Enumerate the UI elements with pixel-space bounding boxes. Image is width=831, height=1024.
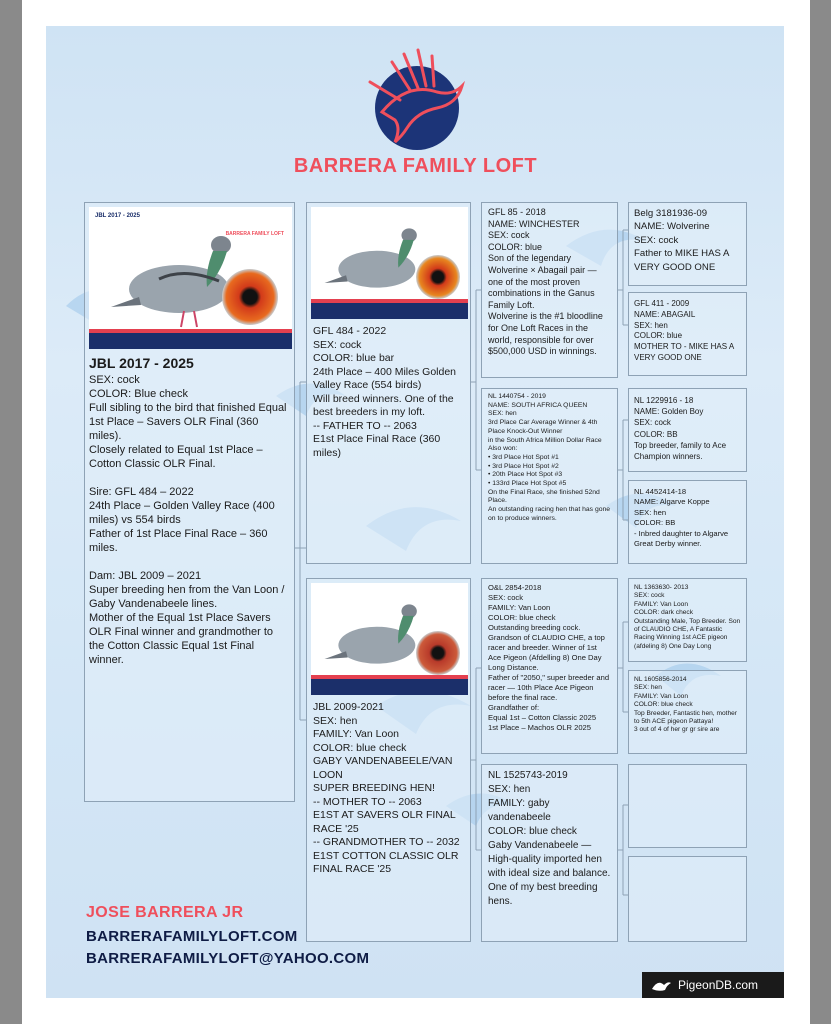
pigeon-image [323, 213, 423, 303]
gen4-details-5: NL 1363630- 2013 SEX: cock FAMILY: Van Loon COLOR: dark check Outstanding Male, Top Breeder. Son of CLAUDIO CHE, A Fantastic Racing Winning 1st ACE pigeon (afdeling 8) One Day Long [634, 584, 741, 650]
pigeon-image [323, 589, 423, 679]
gen4-card-4 [628, 480, 747, 564]
eye-closeup-image [416, 631, 460, 675]
gen4-card-8 [628, 856, 747, 942]
sire-photo [311, 207, 468, 319]
dam-photo [311, 583, 468, 695]
pigeondb-label: PigeonDB.com [678, 978, 759, 992]
main-bird-details: SEX: cock COLOR: Blue check Full sibling to the bird that finished Equal 1st Place – Savers OLR Final (360 miles). Closely related to Equal 1st Place – Cotton Classic OLR Final. Sire: GFL 484 – 2022 24th Place – Golden Valley Race (400 miles) vs 554 birds Father of 1st Place Final Race – 360 miles. Dam: JBL 2009 – 2021 Super breeding hen from the Van Loon / Gaby Vandenabeele lines. Mother of the Equal 1st Place Savers OLR Final winner and grandmother to the Cotton Classic Equal 1st Final winner. [89, 374, 287, 666]
gen4-card-7 [628, 764, 747, 848]
gen4-details-8 [629, 857, 746, 865]
sire-details: GFL 484 - 2022 SEX: cock COLOR: blue bar 24th Place – 400 Miles Golden Valley Race (554 birds) Will breed winners. One of the best breeders in my loft. -- FATHER TO -- 2063 E1st Place Final Race (360 miles) [313, 325, 457, 459]
photo-brand-label: BARRERA FAMILY LOFT [225, 231, 284, 237]
grandsire-paternal-details: GFL 85 - 2018 NAME: WINCHESTER SEX: cock COLOR: blue Son of the legendary Wolverine × Abagail pair — one of the most proven combinations in the Ganus Family Loft. Wolverine is the #1 bloodline for One Loft Races in the world, responsible for over $500,000 USD in winnings. [488, 207, 603, 357]
website-link[interactable]: BARRERAFAMILYLOFT.COM [86, 928, 298, 945]
gen4-card-3 [628, 388, 747, 472]
granddam-maternal-details: NL 1525743-2019 SEX: hen FAMILY: gaby vandenabeele COLOR: blue check Gaby Vandenabeele — High-quality imported hen with ideal size and balance. One of my best breeding hens. [488, 770, 611, 907]
photo-ring-label: JBL 2017 - 2025 [95, 213, 140, 219]
gen4-details-3: NL 1229916 - 18 NAME: Golden Boy SEX: cock COLOR: BB Top breeder, family to Ace Champion winners. [634, 396, 727, 462]
gen4-details-4: NL 4452414-18 NAME: Algarve Koppe SEX: hen COLOR: BB - Inbred daughter to Algarve Great Derby winner. [634, 487, 729, 549]
eye-closeup-image [416, 255, 460, 299]
loft-title: BARRERA FAMILY LOFT [293, 155, 538, 177]
grandsire-maternal-details: O&L 2854-2018 SEX: cock FAMILY: Van Loon COLOR: blue check Outstanding breeding cock. Grandson of CLAUDIO CHE, a top racer and breeder. Winner of 1st Ace Pigeon (Afdelling 8) One Day Long Distance. Father of "2050," super breeder and racer — 10th Place Ace Pigeon before the final race. Grandfather of: Equal 1st – Cotton Classic 2025 1st Place – Machos OLR 2025 [488, 583, 610, 732]
pigeondb-watermark [642, 972, 784, 998]
granddam-maternal-card [481, 764, 618, 942]
main-bird-photo [89, 207, 292, 349]
grandsire-paternal-card [481, 202, 618, 378]
gen4-details-1: Belg 3181936-09 NAME: Wolverine SEX: cock Father to MIKE HAS A VERY GOOD ONE [634, 208, 729, 273]
grandsire-maternal-card [481, 578, 618, 754]
dam-card [306, 578, 471, 942]
sire-card [306, 202, 471, 564]
gen4-details-7 [629, 765, 746, 773]
main-bird-title: JBL 2017 - 2025 [89, 355, 194, 371]
loft-logo [362, 42, 472, 157]
gen4-card-6 [628, 670, 747, 754]
gen4-card-2 [628, 292, 747, 376]
gen4-card-1 [628, 202, 747, 286]
granddam-paternal-details: NL 1440754 - 2019 NAME: SOUTH AFRICA QUEEN SEX: hen 3rd Place Car Average Winner & 4th Place Knock-Out Winner in the South Africa Million Dollar Race Also won: • 3rd Place Hot Spot #1 • 3rd Place Hot Spot #2 • 20th Place Hot Spot #3 • 133rd Place Hot Spot #5 On the Final Race, she finished 52nd Place. An outstanding racing hen that has gone on to produce winners. [488, 393, 611, 522]
owner-name: JOSE BARRERA JR [86, 904, 244, 921]
gen4-details-2: GFL 411 - 2009 NAME: ABAGAIL SEX: hen COLOR: blue MOTHER TO - MIKE HAS A VERY GOOD ONE [634, 299, 734, 362]
dam-details: JBL 2009-2021 SEX: hen FAMILY: Van Loon COLOR: blue check GABY VANDENABEELE/VAN LOON SUPER BREEDING HEN! -- MOTHER TO -- 2063 E1ST AT SAVERS OLR FINAL RACE '25 -- GRANDMOTHER TO -- 2032 E1ST COTTON CLASSIC OLR FINAL RACE '25 [313, 701, 460, 875]
eye-closeup-image [222, 269, 278, 325]
gen4-details-6: NL 1605856-2014 SEX: hen FAMILY: Van Loon COLOR: blue check Top Breeder, Fantastic hen, mother to 5th ACE pigeon Pattaya! 3 out of 4 of her gr gr sire are [634, 676, 737, 734]
main-bird-card [84, 202, 295, 802]
email-link[interactable]: BARRERAFAMILYLOFT@YAHOO.COM [86, 950, 370, 967]
pigeondb-logo-icon [650, 977, 672, 993]
granddam-paternal-card [481, 388, 618, 564]
gen4-card-5 [628, 578, 747, 662]
pigeon-image [109, 217, 239, 332]
